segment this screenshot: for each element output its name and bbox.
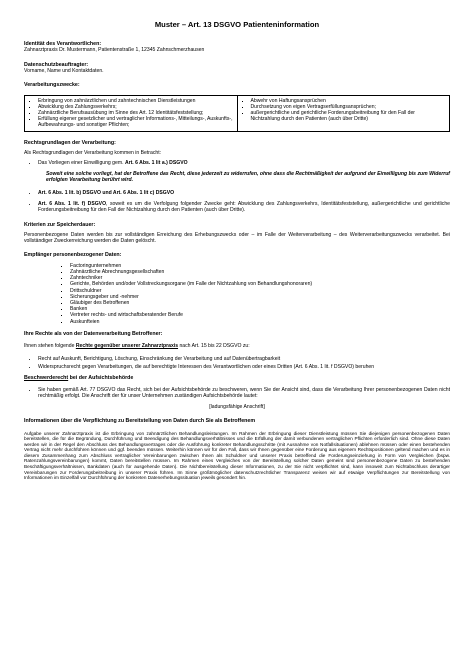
purpose-item: ▪ Abwicklung des Zahlungsverkehrs; — [38, 104, 233, 110]
storage-text: Personenbezogene Daten werden bis zur vollständigen Erreichung des Erhebungszwecks oder – im Falle der Weiterverarbeitung – des Weiterverarbeitungszwecks verarbeitet. Bei vollständiger Zweckerreichung werden die Daten gelöscht. — [24, 232, 450, 245]
list-item: ▪ Vertreter rechts- und wirtschaftsberatender Berufe — [70, 312, 450, 318]
list-item: ▪ Zahntechniker — [70, 275, 450, 281]
legal-basis-article-b: • Art. 6 Abs. 1 lit. b) DSGVO und Art. 6 Abs. 1 lit c) DSGVO — [38, 190, 450, 196]
identity-heading: Identität des Verantwortlichen: — [24, 41, 102, 47]
rights-intro: Ihnen stehen folgende Rechte gegenüber unserer Zahnarztpraxis nach Art. 15 bis 22 DSGVO zu: — [24, 343, 250, 350]
purposes-table — [24, 95, 450, 132]
consent-note: Soweit eine solche vorliegt, hat der Betroffene das Recht, diese jederzeit zu widerrufen, ohne dass die Rechtmäßigkeit der aufgrund der Einwilligung bis zum Widerruf erfolgten Verarbeitung berührt wird. — [46, 171, 450, 184]
purpose-item: ▪ Abwehr von Haftungsansprüchen — [251, 98, 446, 104]
recipients-list — [24, 263, 450, 325]
list-item: ▪ Gerichte, Behörden und/oder Vollstreckungsorgane (im Falle der Nichtzahlung von Behandlungshonoraren) — [70, 281, 450, 287]
legal-basis-heading: Rechtsgrundlagen der Verarbeitung: — [24, 139, 116, 146]
list-item: ▪ Gläubiger des Betroffenen — [70, 300, 450, 306]
document-title: Muster – Art. 13 DSGVO Patienteninformation — [154, 20, 320, 29]
list-item: ▪ Banken — [70, 306, 450, 312]
recipients-heading: Empfänger personenbezogener Daten: — [24, 252, 122, 259]
right-item: • Recht auf Auskunft, Berichtigung, Löschung, Einschränkung der Verarbeitung und auf Datenübertragbarkeit — [38, 356, 450, 362]
authority-address-placeholder: [ladungsfähige Anschrift] — [209, 403, 265, 410]
purpose-item: ▪ Durchsetzung von eigen Vertragserfüllungsansprüchen; — [251, 104, 446, 110]
legal-basis-consent: • Das Vorliegen einer Einwilligung gem. Art. 6 Abs. 1 lit a.) DSGVO — [38, 160, 450, 166]
purposes-left-cell — [25, 95, 238, 131]
obligation-text: Aufgabe unserer Zahnarztpraxis ist die Erbringung von zahnärztlichen Behandlungsleistungen. Im Rahmen der Erbringung dieser Dienstleistung müssen Sie diejenigen personenbezogenen Daten bereitstellen, die für die Begründung, Durchführung und Beendigung des Behandlungsverhältnisses und die Erfüllung der damit verbundenen vertraglichen Pflichten erforderlich sind. Ohne diese Daten werden wir in der Regel den Abschluss des Behandlungsvertrages oder die Ausführung konkreter Behandlungsschritte (mit Ausnahme von Notfallsituationen) ablehnen müssen oder einen bestehenden Vertrag nicht mehr durchführen können und ggf. beenden müssen. Weiterhin können wir für den Fall, dass wir Ihnen gegenüber eine Forderung aus eigenem Rechtspositionen geltend machen und es in diesem Zusammenhang zum Abschluss vertraglicher Vereinbarungen zwischen Ihnen als Schuldner und unserer Praxis betreffend die Forderungseinziehung in Form von Vergleichen (bspw. Ratenzahlungsvereinbarungen) kommt, Daten bereitstellen müssen. Im Rahmen eines Vergleiches von der Bereitstellung solcher Daten gemeint sind personenbezogene Daten zu bestehenden Beschäftigungsverhältnissen, Bankdaten (auch für ausgehende Daten). Die Nichtbereitstellung dieser Informationen, zu der Sie nicht verpflichtet sind, kann insoweit zum Nichtabschluss derartiger Vereinbarungen zur Forderungsbeitreibung in unserer Praxis führen. Im Sinne größtmöglicher datenschutzrechtlicher Transparenz weisen wir auf etwaige Verpflichtungen zur Bereitstellung von Informationen im Einzelfall vor Durchführung der konkreten Datenerhebungssituation jeweils gesondert hin. — [24, 430, 450, 481]
purposes-heading: Verarbeitungszwecke: — [24, 82, 80, 89]
dpo-heading: Datenschutzbeauftragter: — [24, 61, 89, 68]
purpose-item: ▪ Zahnärztliche Berufsausübung im Sinne des Art. 12 Identitätsfeststellung; — [38, 110, 233, 116]
legal-basis-article-f: • Art. 6 Abs. 1 lit. f) DSGVO, soweit es um die Verfolgung folgender Zwecke geht: Abwicklung des Zahlungsverkehrs, Identitätsfeststellung, außergerichtliche und gerichtliche Forderungsbeitreibung für den Fall der Nichtzahlung durch den Patienten (auch über Dritte). — [38, 201, 450, 213]
list-item: ▪ Sicherungsgeber und -nehmer — [70, 294, 450, 300]
purpose-item: ▪ Erbringung von zahnärztlichen und zahntechnischen Dienstleistungen — [38, 98, 233, 104]
rights-heading: Ihre Rechte als von der Datenverarbeitung Betroffener: — [24, 330, 163, 337]
legal-basis-intro: Als Rechtsgrundlagen der Verarbeitung kommen in Betracht: — [24, 150, 162, 157]
list-item: ▪ Drittschuldner — [70, 288, 450, 294]
list-item: ▪ Factoringunternehmen — [70, 263, 450, 269]
storage-heading: Kriterien zur Speicherdauer: — [24, 221, 96, 228]
purpose-item: ▪ Erfüllung eigener gesetzlicher und vertraglicher Informations-, Mitteilungs-, Auskunfts-, Aufbewahrungs- und sonstiger Pflichten; — [38, 116, 233, 128]
identity-text: Zahnarztpraxis Dr. Mustermann, Patientenstraße 1, 12345 Zahnschmerzhausen — [24, 47, 205, 54]
right-item: • Widerspruchsrecht gegen Verarbeitungen, die auf berechtigte Interessen des Verantwortlichen oder eines Dritten (Art. 6 Abs. 1 lit. f DSGVO) beruhen — [38, 364, 450, 370]
purpose-item: ▪ außergerichtliche und gerichtliche Forderungsbeitreibung für den Fall der Nichtzahlung durch den Patienten (auch über Dritte) — [251, 110, 446, 122]
complaint-heading: Beschwerderecht bei der Aufsichtsbehörde — [24, 374, 134, 381]
list-item: ▪ Zahnärztliche Abrechnungsgesellschaften — [70, 269, 450, 275]
purposes-right-cell — [237, 95, 450, 131]
obligation-heading: Informationen über die Verpflichtung zu Bereitstellung von Daten durch Sie als Betroffenem — [24, 418, 256, 425]
complaint-text: • Sie haben gemäß Art. 77 DSGVO das Recht, sich bei der Aufsichtsbehörde zu beschweren, wenn Sie der Ansicht sind, dass die Verarbeitung Ihrer personenbezogenen Daten nicht rechtmäßig erfolgt. Die Anschrift der für unser Unternehmen zuständigen Aufsichtsbehörde lautet: — [38, 387, 450, 399]
list-item: ▪ Auskunfteien — [70, 319, 450, 325]
dpo-text: Vorname, Name und Kontaktdaten. — [24, 68, 104, 75]
